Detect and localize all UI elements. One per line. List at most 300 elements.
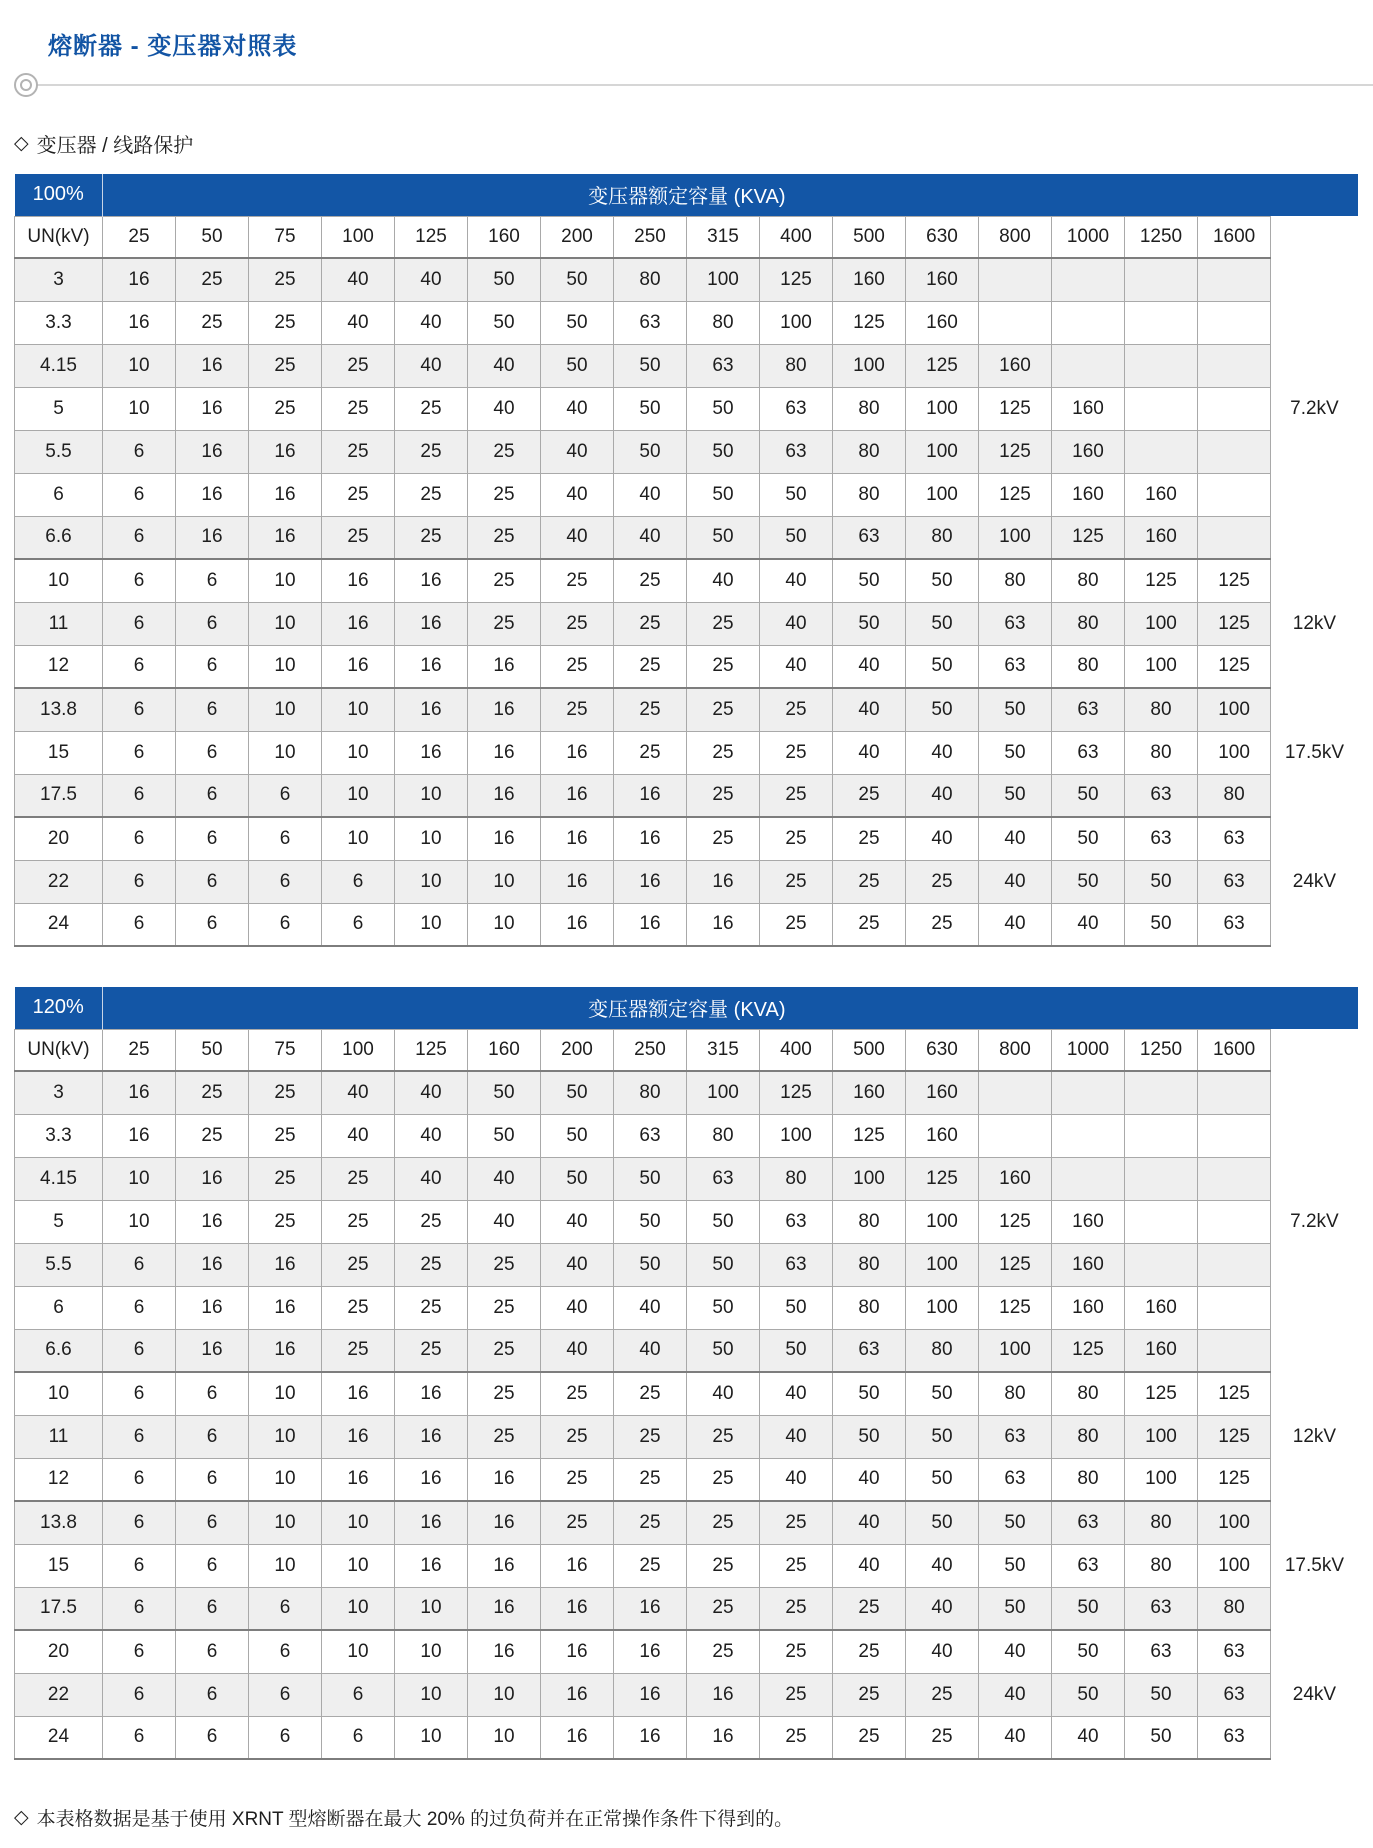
value-cell: 16 (176, 1200, 249, 1243)
value-cell: 25 (322, 344, 395, 387)
value-cell: 50 (541, 1071, 614, 1114)
value-cell: 25 (906, 860, 979, 903)
value-cell: 6 (176, 1458, 249, 1501)
column-header-cell: 630 (906, 216, 979, 258)
un-cell: 5 (15, 1200, 103, 1243)
column-header-cell: 100 (322, 216, 395, 258)
value-cell: 50 (1125, 860, 1198, 903)
column-header-cell: 1250 (1125, 1029, 1198, 1071)
value-cell: 50 (833, 1372, 906, 1415)
value-cell: 16 (468, 688, 541, 731)
value-cell: 25 (833, 903, 906, 946)
value-cell: 25 (468, 430, 541, 473)
table-row (15, 1501, 1358, 1544)
value-cell: 80 (1125, 1501, 1198, 1544)
column-header-cell: 50 (176, 216, 249, 258)
value-cell: 50 (541, 258, 614, 301)
value-cell: 63 (1198, 1630, 1271, 1673)
value-cell: 25 (249, 1114, 322, 1157)
value-cell: 6 (103, 1587, 176, 1630)
column-header-cell: 160 (468, 216, 541, 258)
value-cell (1052, 1157, 1125, 1200)
un-cell: 5.5 (15, 1243, 103, 1286)
value-cell: 6 (249, 1630, 322, 1673)
value-cell: 16 (322, 1458, 395, 1501)
column-header-cell: 630 (906, 1029, 979, 1071)
value-cell: 6 (249, 1587, 322, 1630)
value-cell: 80 (760, 1157, 833, 1200)
value-cell: 6 (176, 731, 249, 774)
value-cell: 16 (103, 301, 176, 344)
value-cell: 80 (760, 344, 833, 387)
value-cell: 16 (468, 731, 541, 774)
value-cell: 63 (760, 1243, 833, 1286)
value-cell: 25 (833, 1716, 906, 1759)
value-cell: 10 (249, 1458, 322, 1501)
value-cell: 16 (395, 1415, 468, 1458)
column-header-cell: 75 (249, 216, 322, 258)
value-cell: 125 (1052, 1329, 1125, 1372)
value-cell (979, 1071, 1052, 1114)
value-cell (1198, 516, 1271, 559)
value-cell: 40 (760, 645, 833, 688)
table-row (15, 1630, 1358, 1673)
value-cell: 80 (979, 1372, 1052, 1415)
value-cell: 40 (906, 774, 979, 817)
un-cell: 17.5 (15, 774, 103, 817)
value-cell: 25 (395, 1200, 468, 1243)
table-row (15, 731, 1358, 774)
value-cell: 50 (687, 516, 760, 559)
column-header-cell: 25 (103, 1029, 176, 1071)
value-cell: 50 (687, 387, 760, 430)
value-cell: 125 (1198, 559, 1271, 602)
value-cell: 25 (687, 817, 760, 860)
value-cell: 6 (103, 1501, 176, 1544)
value-cell: 160 (1052, 1200, 1125, 1243)
value-cell: 16 (541, 1716, 614, 1759)
table-header-row (15, 174, 1358, 216)
capacity-header-filler (1271, 987, 1358, 1029)
value-cell: 16 (249, 473, 322, 516)
value-cell: 16 (249, 516, 322, 559)
value-cell: 6 (103, 1630, 176, 1673)
value-cell: 10 (103, 344, 176, 387)
capacity-header-cell: 变压器额定容量 (KVA) (103, 987, 1271, 1029)
value-cell: 50 (979, 1544, 1052, 1587)
value-cell: 25 (249, 1071, 322, 1114)
value-cell: 16 (468, 645, 541, 688)
value-cell: 25 (614, 1415, 687, 1458)
value-cell: 25 (249, 1200, 322, 1243)
value-cell: 10 (103, 1157, 176, 1200)
value-cell: 40 (395, 1157, 468, 1200)
value-cell: 10 (395, 1587, 468, 1630)
value-cell (979, 1114, 1052, 1157)
value-cell: 16 (541, 860, 614, 903)
kv-column-pad (1271, 216, 1358, 258)
value-cell: 63 (1052, 731, 1125, 774)
value-cell: 25 (395, 473, 468, 516)
kv-group-label: 12kV (1271, 1372, 1358, 1501)
value-cell: 40 (833, 1544, 906, 1587)
un-cell: 20 (15, 1630, 103, 1673)
value-cell: 40 (541, 430, 614, 473)
value-cell: 16 (176, 1243, 249, 1286)
capacity-header-filler (1271, 174, 1358, 216)
value-cell: 6 (176, 1587, 249, 1630)
value-cell: 50 (468, 258, 541, 301)
table-row (15, 258, 1358, 301)
value-cell: 25 (176, 1114, 249, 1157)
value-cell: 40 (395, 1114, 468, 1157)
un-cell: 4.15 (15, 344, 103, 387)
value-cell: 25 (468, 602, 541, 645)
value-cell: 16 (176, 1286, 249, 1329)
value-cell: 25 (541, 1501, 614, 1544)
value-cell: 25 (249, 258, 322, 301)
value-cell: 80 (833, 1286, 906, 1329)
value-cell: 80 (833, 430, 906, 473)
value-cell: 63 (760, 1200, 833, 1243)
value-cell: 125 (979, 473, 1052, 516)
value-cell: 25 (468, 559, 541, 602)
value-cell: 25 (322, 1329, 395, 1372)
value-cell: 25 (760, 1630, 833, 1673)
table-row (15, 645, 1358, 688)
value-cell (1198, 1157, 1271, 1200)
value-cell: 80 (1198, 1587, 1271, 1630)
value-cell (1052, 301, 1125, 344)
table-row (15, 1157, 1358, 1200)
column-header-cell: 500 (833, 1029, 906, 1071)
value-cell: 6 (176, 817, 249, 860)
value-cell: 10 (395, 860, 468, 903)
value-cell: 25 (176, 301, 249, 344)
value-cell: 25 (468, 1329, 541, 1372)
value-cell: 25 (395, 430, 468, 473)
title-divider (0, 73, 1373, 99)
value-cell: 25 (687, 1587, 760, 1630)
value-cell: 25 (395, 1243, 468, 1286)
value-cell: 16 (468, 1458, 541, 1501)
value-cell: 25 (468, 473, 541, 516)
value-cell: 25 (760, 1501, 833, 1544)
value-cell: 10 (103, 387, 176, 430)
value-cell: 25 (322, 1157, 395, 1200)
value-cell: 25 (468, 1243, 541, 1286)
value-cell: 40 (979, 1673, 1052, 1716)
value-cell: 63 (1198, 903, 1271, 946)
value-cell: 25 (760, 1587, 833, 1630)
value-cell: 25 (614, 688, 687, 731)
value-cell: 25 (687, 602, 760, 645)
un-cell: 10 (15, 559, 103, 602)
value-cell: 6 (103, 1716, 176, 1759)
value-cell: 80 (833, 387, 906, 430)
value-cell: 25 (833, 860, 906, 903)
value-cell: 63 (979, 645, 1052, 688)
kv-group-label: 17.5kV (1271, 688, 1358, 817)
value-cell: 10 (322, 774, 395, 817)
value-cell (1198, 1286, 1271, 1329)
value-cell: 16 (322, 645, 395, 688)
value-cell: 6 (176, 602, 249, 645)
value-cell: 6 (176, 1716, 249, 1759)
value-cell: 40 (906, 1630, 979, 1673)
value-cell: 100 (1125, 1458, 1198, 1501)
value-cell: 40 (468, 1157, 541, 1200)
value-cell: 50 (687, 1286, 760, 1329)
value-cell: 25 (322, 473, 395, 516)
value-cell: 40 (468, 387, 541, 430)
kv-group-label: 17.5kV (1271, 1501, 1358, 1630)
value-cell: 160 (1052, 1243, 1125, 1286)
value-cell: 160 (1125, 473, 1198, 516)
value-cell: 125 (1198, 1372, 1271, 1415)
un-cell: 3.3 (15, 1114, 103, 1157)
table-row (15, 1716, 1358, 1759)
value-cell: 16 (541, 817, 614, 860)
value-cell: 25 (760, 774, 833, 817)
table-row (15, 817, 1358, 860)
value-cell: 25 (760, 1673, 833, 1716)
un-cell: 6.6 (15, 516, 103, 559)
value-cell: 25 (322, 1286, 395, 1329)
value-cell: 100 (1125, 602, 1198, 645)
value-cell: 160 (1125, 1286, 1198, 1329)
value-cell: 25 (249, 387, 322, 430)
value-cell: 25 (614, 1501, 687, 1544)
value-cell: 16 (541, 1673, 614, 1716)
value-cell: 16 (249, 1329, 322, 1372)
value-cell: 25 (249, 301, 322, 344)
value-cell: 160 (906, 1071, 979, 1114)
value-cell: 80 (979, 559, 1052, 602)
un-cell: 15 (15, 1544, 103, 1587)
value-cell: 25 (322, 1200, 395, 1243)
value-cell: 6 (176, 903, 249, 946)
fuse-transformer-table-100-percent (14, 174, 1358, 947)
value-cell: 16 (541, 774, 614, 817)
value-cell: 160 (1052, 387, 1125, 430)
kv-group-label: 7.2kV (1271, 1071, 1358, 1372)
column-header-cell: 800 (979, 216, 1052, 258)
value-cell: 6 (103, 602, 176, 645)
value-cell: 6 (103, 1243, 176, 1286)
value-cell: 80 (1052, 645, 1125, 688)
un-cell: 6 (15, 1286, 103, 1329)
table-row (15, 903, 1358, 946)
un-cell: 4.15 (15, 1157, 103, 1200)
value-cell: 50 (833, 602, 906, 645)
kv-group-label: 7.2kV (1271, 258, 1358, 559)
column-header-cell: 125 (395, 216, 468, 258)
value-cell: 6 (103, 774, 176, 817)
value-cell: 80 (1052, 1372, 1125, 1415)
value-cell: 100 (906, 1243, 979, 1286)
value-cell: 6 (103, 1673, 176, 1716)
value-cell: 50 (614, 1200, 687, 1243)
value-cell: 40 (687, 559, 760, 602)
value-cell: 50 (614, 344, 687, 387)
column-header-cell: 315 (687, 216, 760, 258)
value-cell: 10 (249, 559, 322, 602)
value-cell: 25 (322, 430, 395, 473)
value-cell: 80 (833, 473, 906, 516)
column-header-cell: 315 (687, 1029, 760, 1071)
un-cell: 13.8 (15, 688, 103, 731)
table-row (15, 602, 1358, 645)
un-cell: 20 (15, 817, 103, 860)
value-cell: 16 (468, 1501, 541, 1544)
value-cell: 16 (395, 731, 468, 774)
column-header-cell: 100 (322, 1029, 395, 1071)
value-cell: 16 (614, 774, 687, 817)
value-cell: 25 (614, 1544, 687, 1587)
value-cell: 40 (833, 1501, 906, 1544)
value-cell: 40 (979, 817, 1052, 860)
value-cell: 16 (395, 1458, 468, 1501)
value-cell: 50 (979, 731, 1052, 774)
value-cell: 100 (687, 258, 760, 301)
value-cell: 25 (760, 688, 833, 731)
value-cell (1125, 1157, 1198, 1200)
column-header-cell: 500 (833, 216, 906, 258)
value-cell: 63 (979, 1458, 1052, 1501)
value-cell: 6 (103, 559, 176, 602)
table-row (15, 516, 1358, 559)
un-cell: 24 (15, 903, 103, 946)
table-row (15, 1544, 1358, 1587)
un-cell: 3 (15, 1071, 103, 1114)
value-cell: 10 (249, 1501, 322, 1544)
value-cell: 63 (979, 602, 1052, 645)
value-cell: 100 (906, 1286, 979, 1329)
table-row (15, 860, 1358, 903)
value-cell: 125 (979, 1286, 1052, 1329)
value-cell: 6 (176, 559, 249, 602)
table-row (15, 1415, 1358, 1458)
value-cell: 50 (1052, 1630, 1125, 1673)
value-cell: 16 (687, 1673, 760, 1716)
value-cell (1198, 1071, 1271, 1114)
value-cell: 10 (249, 1544, 322, 1587)
value-cell: 80 (1125, 731, 1198, 774)
table-row (15, 1286, 1358, 1329)
ring-icon (14, 73, 38, 97)
column-header-cell: 250 (614, 1029, 687, 1071)
value-cell: 16 (395, 559, 468, 602)
value-cell: 63 (1052, 1501, 1125, 1544)
value-cell: 25 (687, 1458, 760, 1501)
value-cell: 6 (103, 731, 176, 774)
footnote (14, 1804, 1373, 1831)
value-cell: 16 (541, 731, 614, 774)
value-cell: 6 (322, 860, 395, 903)
value-cell: 50 (760, 516, 833, 559)
value-cell (1198, 430, 1271, 473)
value-cell: 40 (760, 1415, 833, 1458)
un-cell: 17.5 (15, 1587, 103, 1630)
section-label-text: 变压器 / 线路保护 (36, 135, 194, 157)
table-row (15, 1200, 1358, 1243)
value-cell: 100 (906, 1200, 979, 1243)
value-cell: 63 (1198, 1716, 1271, 1759)
value-cell: 50 (1052, 1587, 1125, 1630)
value-cell: 40 (468, 344, 541, 387)
value-cell: 25 (322, 516, 395, 559)
value-cell: 80 (1198, 774, 1271, 817)
column-header-cell: 160 (468, 1029, 541, 1071)
value-cell: 16 (249, 430, 322, 473)
value-cell: 160 (1125, 516, 1198, 559)
value-cell: 80 (833, 1200, 906, 1243)
value-cell: 40 (979, 1716, 1052, 1759)
column-header-cell: 50 (176, 1029, 249, 1071)
value-cell: 16 (176, 516, 249, 559)
value-cell: 40 (541, 1329, 614, 1372)
value-cell (979, 301, 1052, 344)
value-cell (1125, 258, 1198, 301)
value-cell: 25 (906, 1673, 979, 1716)
value-cell: 16 (614, 903, 687, 946)
value-cell: 25 (833, 774, 906, 817)
value-cell (1198, 1114, 1271, 1157)
column-header-row (15, 1029, 1358, 1071)
capacity-header-cell: 变压器额定容量 (KVA) (103, 174, 1271, 216)
value-cell: 16 (468, 774, 541, 817)
value-cell: 16 (614, 1587, 687, 1630)
value-cell: 50 (541, 301, 614, 344)
value-cell: 100 (1198, 731, 1271, 774)
value-cell: 50 (1052, 817, 1125, 860)
value-cell: 16 (103, 258, 176, 301)
value-cell: 63 (1125, 1587, 1198, 1630)
value-cell: 6 (103, 1286, 176, 1329)
column-header-cell: 250 (614, 216, 687, 258)
value-cell: 25 (687, 1544, 760, 1587)
value-cell: 16 (322, 602, 395, 645)
value-cell: 40 (1052, 903, 1125, 946)
value-cell: 160 (833, 1071, 906, 1114)
value-cell: 25 (687, 688, 760, 731)
value-cell: 125 (979, 387, 1052, 430)
value-cell: 160 (1052, 430, 1125, 473)
value-cell: 16 (322, 1415, 395, 1458)
value-cell: 100 (906, 430, 979, 473)
value-cell: 10 (322, 1544, 395, 1587)
un-cell: 3 (15, 258, 103, 301)
value-cell: 63 (760, 387, 833, 430)
value-cell: 16 (176, 344, 249, 387)
value-cell: 100 (979, 1329, 1052, 1372)
value-cell: 16 (614, 1630, 687, 1673)
value-cell: 50 (614, 387, 687, 430)
value-cell: 50 (979, 1501, 1052, 1544)
value-cell: 10 (322, 1587, 395, 1630)
value-cell: 6 (103, 688, 176, 731)
value-cell: 25 (322, 387, 395, 430)
value-cell: 25 (176, 258, 249, 301)
column-header-cell: 1600 (1198, 1029, 1271, 1071)
table-row (15, 688, 1358, 731)
value-cell: 50 (1125, 1716, 1198, 1759)
value-cell: 125 (1198, 645, 1271, 688)
value-cell: 10 (322, 688, 395, 731)
value-cell: 25 (760, 1544, 833, 1587)
value-cell: 50 (906, 602, 979, 645)
